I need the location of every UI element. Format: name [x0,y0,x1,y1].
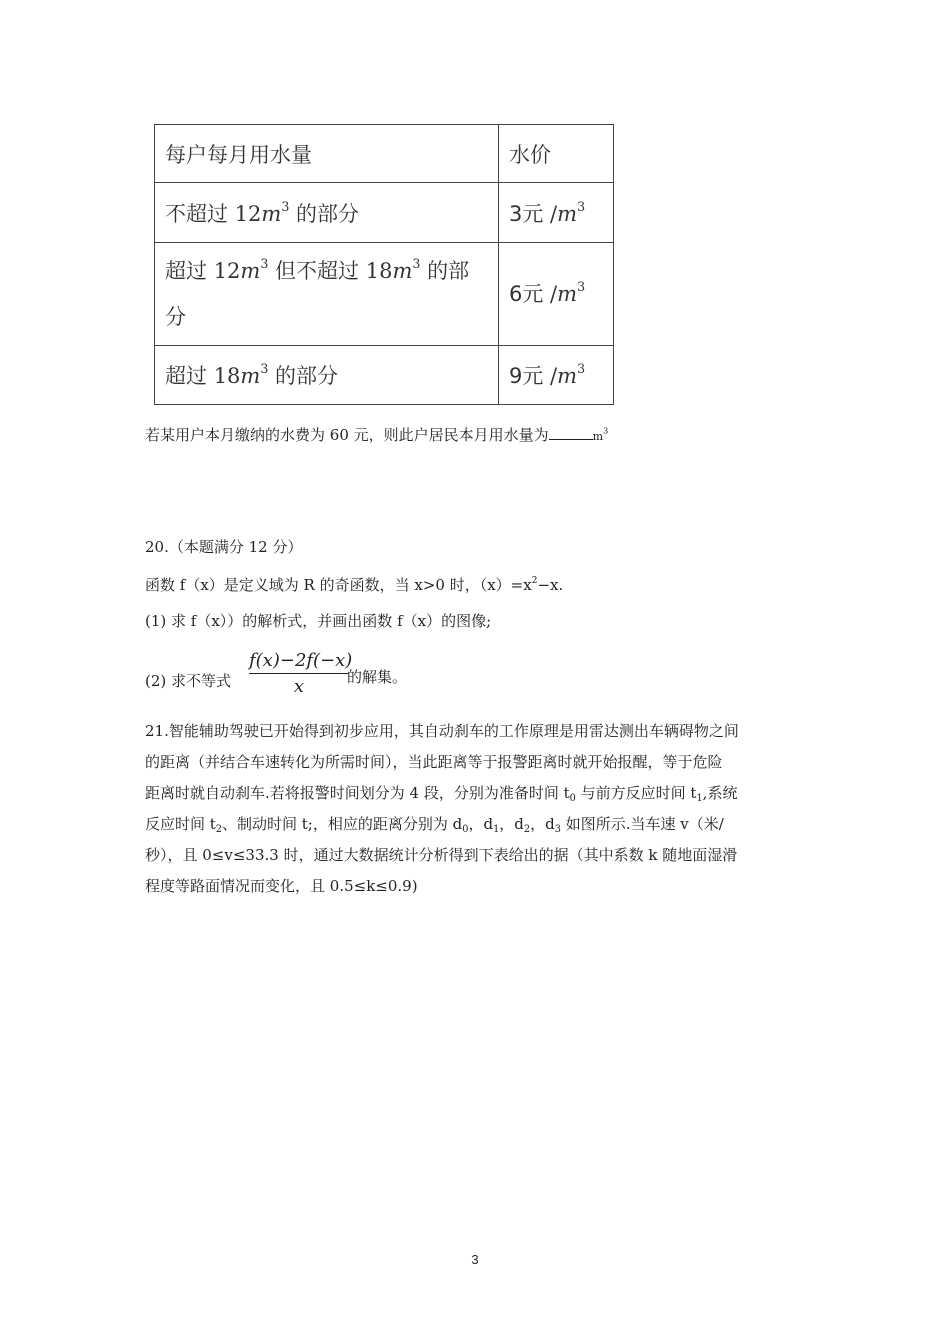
table-row [155,346,614,405]
fraction-bar [249,673,349,674]
fraction-numerator: f(x)−2f(−x) [249,650,353,671]
q20-stem: 函数 f（x）是定义域为 R 的奇函数，当 x>0 时，$(x)=x^2-x$. [145,575,564,594]
answer-blank [549,425,593,440]
q20-part2-tail: 的解集。 [347,668,408,686]
q20-title: 20.（本题满分 12 分） [145,538,303,556]
q21-paragraph: 21.智能辅助驾驶已开始得到初步应用，其自动刹车的工作原理是用雷达测出车辆碍物之间 的距离（并结合车速转化为所需时间），当此距离等于报警距离时就开始报醒，等于危险 距离时就自动刹车.若将报警时间划分为 4 段，分别为准备时间 $t_0$ 与前方反应时间 $t_1$,系统 反应时间 $t_2$、制动时间 t;，相应的距离分别为 $d_0$，$d_1$，$d_2$，$d_3$ 如图所示.当车速 v（米/ 秒），且 0≤v≤33.3 时，通过大数据统计分析得到下表给出的据（其中系数 k 随地面湿滑 程度等路面情况而变化，且 0.5≤k≤0.9) [145,722,739,895]
table-row [155,183,614,243]
table-header-row [155,125,614,183]
page-number: 3 [471,1252,479,1267]
table-row [155,243,614,346]
fraction-denominator: x [293,676,305,697]
header-usage: 每户每月用水量 [155,125,499,183]
header-price: 水价 [499,125,614,183]
q20-part1: (1) 求 f（x））的解析式，并画出函数 f（x）的图像; [145,612,492,630]
q19-question-line: 若某用户本月缴纳的水费为 60 元，则此户居民本月用水量为 $m^3$ [145,426,609,444]
price-cell: 6元 $/m^3$ [499,243,614,346]
price-cell: 9元 $/m^3$ [499,346,614,405]
price-cell: 3元 $/m^3$ [499,183,614,243]
water-price-table [154,124,614,405]
usage-cell: 超过 $12m^3$ 但不超过 $18m^3$ 的部 分 [155,243,499,346]
inequality-fraction [249,650,353,697]
usage-cell: 不超过 $12m^3$ 的部分 [155,183,499,243]
usage-cell: 超过 $18m^3$ 的部分 [155,346,499,405]
q20-part2: (2) 求不等式 [145,672,232,690]
